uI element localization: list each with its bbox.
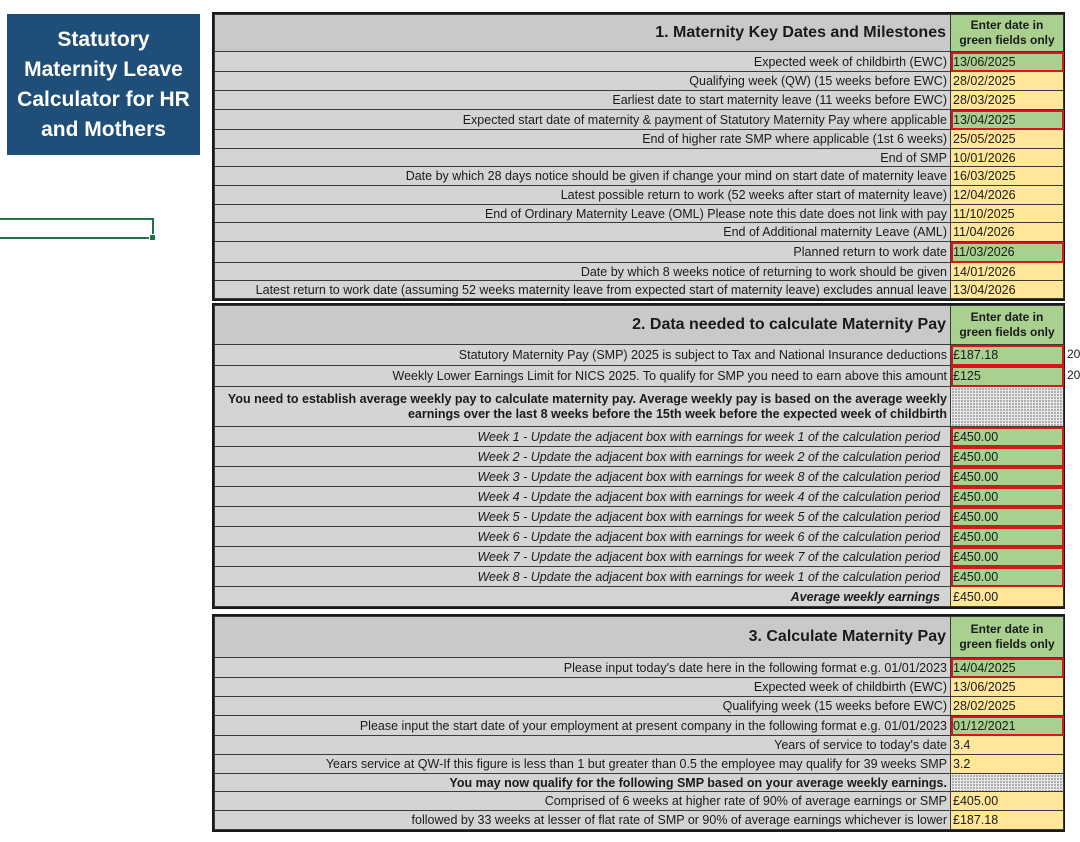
date-row (215, 91, 1064, 110)
date-row-label: Date by which 28 days notice should be given if change your mind on start date of maternity leave (215, 167, 951, 186)
week-row (215, 527, 1064, 547)
date-row-label: Qualifying week (QW) (15 weeks before EWC) (215, 72, 951, 91)
side-note: 20 (1067, 368, 1080, 382)
date-row-value: 28/02/2025 (951, 72, 1064, 91)
selected-cell[interactable] (0, 218, 154, 239)
years-qw-value: 3.2 (951, 755, 1064, 774)
date-row-label: Expected week of childbirth (EWC) (215, 52, 951, 72)
qualify-label: You may now qualify for the following SMP based on your average weekly earnings. (215, 774, 951, 792)
date-row-value: 12/04/2026 (951, 186, 1064, 205)
date-row (215, 52, 1064, 72)
date-row-value: 28/03/2025 (951, 91, 1064, 110)
qw-label: Qualifying week (15 weeks before EWC) (215, 697, 951, 716)
date-input-field[interactable]: 11/03/2026 (951, 242, 1064, 263)
shaded-cell (951, 387, 1064, 427)
week-label: Week 7 - Update the adjacent box with earnings for week 7 of the calculation period (215, 547, 951, 567)
week-earnings-field[interactable]: £450.00 (951, 467, 1064, 487)
years-today-value: 3.4 (951, 736, 1064, 755)
start-field[interactable]: 01/12/2021 (951, 716, 1064, 736)
date-row-label: End of higher rate SMP where applicable (1st 6 weeks) (215, 130, 951, 149)
ewc-value: 13/06/2025 (951, 678, 1064, 697)
date-row-value: 13/04/2026 (951, 281, 1064, 299)
date-row (215, 186, 1064, 205)
week-earnings-field[interactable]: £450.00 (951, 507, 1064, 527)
today-field[interactable]: 14/04/2025 (951, 658, 1064, 678)
date-row-label: Latest return to work date (assuming 52 weeks maternity leave from expected start of maternity leave) excludes annual leave (215, 281, 951, 299)
enter-note: Enter date in green fields only (951, 15, 1064, 52)
years-today-label: Years of service to today's date (215, 736, 951, 755)
week-label: Week 3 - Update the adjacent box with earnings for week 8 of the calculation period (215, 467, 951, 487)
higher-rate-value: £405.00 (951, 792, 1064, 811)
date-row-label: End of Ordinary Maternity Leave (OML) Please note this date does not link with pay (215, 205, 951, 223)
date-row-label: Expected start date of maternity & payment of Statutory Maternity Pay where applicable (215, 110, 951, 130)
week-row (215, 547, 1064, 567)
week-earnings-field[interactable]: £450.00 (951, 527, 1064, 547)
date-row (215, 110, 1064, 130)
date-row-value: 10/01/2026 (951, 149, 1064, 167)
date-input-field[interactable]: 13/04/2025 (951, 110, 1064, 130)
week-label: Week 2 - Update the adjacent box with earnings for week 2 of the calculation period (215, 447, 951, 467)
week-earnings-field[interactable]: £450.00 (951, 547, 1064, 567)
date-row-label: Date by which 8 weeks notice of returning to work should be given (215, 263, 951, 281)
date-row (215, 281, 1064, 299)
date-input-field[interactable]: 13/06/2025 (951, 52, 1064, 72)
date-row-value: 14/01/2026 (951, 263, 1064, 281)
instruction-text: You need to establish average weekly pay to calculate maternity pay. Average weekly pay is based on the average weekly earnings over the last 8 weeks before the 15th week before the expected week of childbirth (215, 387, 951, 427)
date-row-value: 11/04/2026 (951, 223, 1064, 242)
date-row (215, 130, 1064, 149)
smp-field[interactable]: £187.18 (951, 345, 1064, 366)
date-row-label: Earliest date to start maternity leave (11 weeks before EWC) (215, 91, 951, 110)
fill-handle[interactable] (149, 234, 156, 241)
section2-heading: 2. Data needed to calculate Maternity Pay (215, 306, 951, 345)
week-label: Week 6 - Update the adjacent box with earnings for week 6 of the calculation period (215, 527, 951, 547)
week-earnings-field[interactable]: £450.00 (951, 447, 1064, 467)
week-earnings-field[interactable]: £450.00 (951, 427, 1064, 447)
date-row-value: 11/10/2025 (951, 205, 1064, 223)
date-row-label: End of Additional maternity Leave (AML) (215, 223, 951, 242)
avg-value: £450.00 (951, 587, 1064, 607)
enter-note: Enter date in green fields only (951, 617, 1064, 658)
shaded-cell (951, 774, 1064, 792)
date-row-label: End of SMP (215, 149, 951, 167)
week-row (215, 447, 1064, 467)
lesser-rate-value: £187.18 (951, 811, 1064, 830)
start-label: Please input the start date of your employment at present company in the following format e.g. 01/01/2023 (215, 716, 951, 736)
section1-heading: 1. Maternity Key Dates and Milestones (215, 15, 951, 52)
date-row (215, 223, 1064, 242)
section-key-dates (212, 12, 1065, 301)
week-earnings-field[interactable]: £450.00 (951, 567, 1064, 587)
lesser-rate-label: followed by 33 weeks at lesser of flat rate of SMP or 90% of average earnings whichever is lower (215, 811, 951, 830)
date-row (215, 72, 1064, 91)
week-earnings-field[interactable]: £450.00 (951, 487, 1064, 507)
today-label: Please input today's date here in the following format e.g. 01/01/2023 (215, 658, 951, 678)
week-row (215, 427, 1064, 447)
side-note: 20 (1067, 347, 1080, 361)
week-label: Week 5 - Update the adjacent box with earnings for week 5 of the calculation period (215, 507, 951, 527)
section3-heading: 3. Calculate Maternity Pay (215, 617, 951, 658)
date-row-value: 16/03/2025 (951, 167, 1064, 186)
date-row-value: 25/05/2025 (951, 130, 1064, 149)
week-label: Week 8 - Update the adjacent box with earnings for week 1 of the calculation period (215, 567, 951, 587)
date-row-label: Planned return to work date (215, 242, 951, 263)
date-row (215, 263, 1064, 281)
years-qw-label: Years service at QW-If this figure is less than 1 but greater than 0.5 the employee may qualify for 39 weeks SMP (215, 755, 951, 774)
section-calc-pay (212, 614, 1065, 832)
week-row (215, 467, 1064, 487)
qw-value: 28/02/2025 (951, 697, 1064, 716)
lel-field[interactable]: £125 (951, 366, 1064, 387)
lel-label: Weekly Lower Earnings Limit for NICS 2025. To qualify for SMP you need to earn above this amount (215, 366, 951, 387)
higher-rate-label: Comprised of 6 weeks at higher rate of 90% of average earnings or SMP (215, 792, 951, 811)
ewc-label: Expected week of childbirth (EWC) (215, 678, 951, 697)
date-row (215, 149, 1064, 167)
week-row (215, 487, 1064, 507)
date-row (215, 167, 1064, 186)
week-label: Week 4 - Update the adjacent box with earnings for week 4 of the calculation period (215, 487, 951, 507)
section-pay-data (212, 303, 1065, 609)
smp-label: Statutory Maternity Pay (SMP) 2025 is subject to Tax and National Insurance deductions (215, 345, 951, 366)
date-row-label: Latest possible return to work (52 weeks after start of maternity leave) (215, 186, 951, 205)
date-row (215, 242, 1064, 263)
week-row (215, 507, 1064, 527)
calculator-title: Statutory Maternity Leave Calculator for HR and Mothers (7, 14, 200, 155)
date-row (215, 205, 1064, 223)
avg-label: Average weekly earnings (215, 587, 951, 607)
enter-note: Enter date in green fields only (951, 306, 1064, 345)
week-label: Week 1 - Update the adjacent box with earnings for week 1 of the calculation period (215, 427, 951, 447)
week-row (215, 567, 1064, 587)
